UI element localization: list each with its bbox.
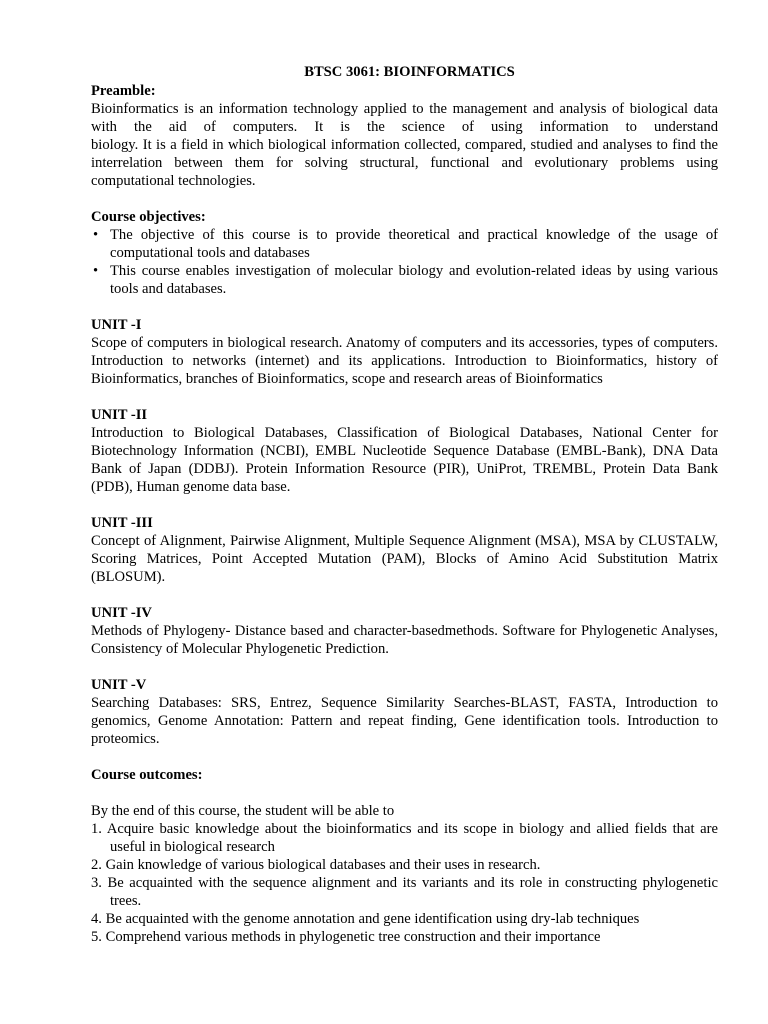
objective-text: This course enables investigation of molecular biology and evolution-related ideas by using various tools and databases.: [110, 263, 718, 297]
unit-4-section: [91, 604, 718, 658]
objective-text: The objective of this course is to provide theoretical and practical knowledge of the usage of computational tools and databases: [110, 227, 718, 261]
unit-3-section: [91, 514, 718, 586]
unit-body: Methods of Phylogeny- Distance based and character-basedmethods. Software for Phylogenetic Analyses, Consistency of Molecular Phylogenetic Prediction.: [91, 623, 718, 657]
unit-body: Scope of computers in biological research. Anatomy of computers and its accessories, types of computers. Introduction to networks (internet) and its applications. Introduction to Bioinformatics, history of Bioinformatics, branches of Bioinformatics, scope and research areas of Bioinformatics: [91, 335, 718, 387]
outcomes-heading: Course outcomes:: [91, 767, 203, 783]
course-title: BTSC 3061: BIOINFORMATICS: [304, 64, 515, 80]
unit-heading: UNIT -III: [91, 515, 153, 531]
preamble-heading: Preamble:: [91, 83, 156, 99]
unit-heading: UNIT -IV: [91, 605, 152, 621]
list-item: 2. Gain knowledge of various biological databases and their uses in research.: [91, 857, 541, 873]
list-item: 3. Be acquainted with the sequence alignment and its variants and its role in constructing phylogenetic trees.: [91, 875, 718, 909]
unit-heading: UNIT -V: [91, 677, 147, 693]
outcomes-intro: By the end of this course, the student will be able to: [91, 803, 395, 819]
objectives-section: [91, 208, 718, 298]
preamble-section: [91, 82, 718, 190]
list-item: 4. Be acquainted with the genome annotation and gene identification using dry-lab techniques: [91, 911, 640, 927]
objectives-list: [91, 226, 718, 298]
list-item: 1. Acquire basic knowledge about the bioinformatics and its scope in biology and allied fields that are useful in biological research: [91, 821, 718, 855]
bullet-icon: •: [93, 227, 99, 243]
unit-body: Introduction to Biological Databases, Classification of Biological Databases, National Center for Biotechnology Information (NCBI), EMBL Nucleotide Sequence Database (EMBL-Bank), DNA Data Bank of Japan (DDBJ). Protein Information Resource (PIR), UniProt, TREMBL, Protein Data Bank (PDB), Human genome data base.: [91, 425, 718, 495]
unit-body: Searching Databases: SRS, Entrez, Sequence Similarity Searches-BLAST, FASTA, Introduction to genomics, Genome Annotation: Pattern and repeat finding, Gene identification tools. Introduction to proteomics.: [91, 695, 718, 747]
unit-body: Concept of Alignment, Pairwise Alignment, Multiple Sequence Alignment (MSA), MSA by CLUSTALW, Scoring Matrices, Point Accepted Mutation (PAM), Blocks of Amino Acid Substitution Matrix (BLOSUM).: [91, 533, 718, 585]
preamble-text-2: biology. It is a field in which biological information collected, compared, studied and analyses to find the interrelation between them for solving structural, functional and evolutionary problems using computational technologies.: [91, 137, 718, 189]
unit-1-section: [91, 316, 718, 388]
outcomes-section: [91, 766, 718, 946]
objectives-heading: Course objectives:: [91, 209, 206, 225]
outcomes-list: [91, 820, 718, 946]
unit-heading: UNIT -II: [91, 407, 148, 423]
list-item: [91, 226, 718, 262]
unit-5-section: [91, 676, 718, 748]
list-item: 5. Comprehend various methods in phylogenetic tree construction and their importance: [91, 929, 601, 945]
document-content: [91, 63, 718, 946]
bullet-icon: •: [93, 263, 99, 279]
unit-2-section: [91, 406, 718, 496]
preamble-text-1: Bioinformatics is an information technology applied to the management and analysis of biological data with the aid of computers. It is the science of using information to understand: [91, 101, 718, 135]
unit-heading: UNIT -I: [91, 317, 142, 333]
list-item: [91, 262, 718, 298]
